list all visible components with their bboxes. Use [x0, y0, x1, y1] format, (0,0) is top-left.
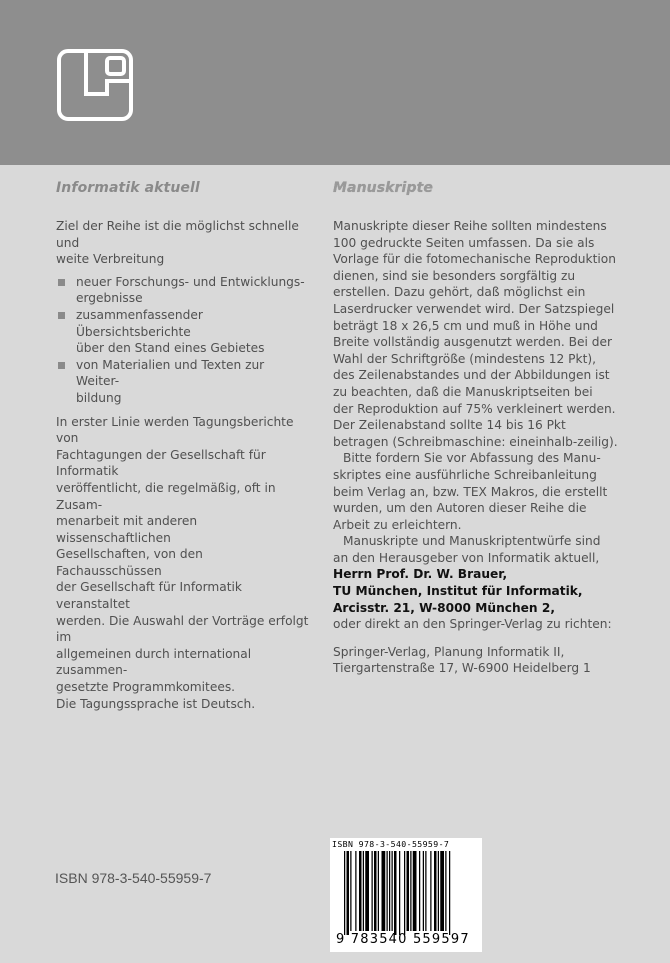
barcode-bar: [389, 851, 390, 931]
barcode-bar: [355, 851, 356, 931]
barcode-bar: [449, 851, 450, 935]
right-column: [333, 180, 623, 677]
text-line: Manuskripte und Manuskriptentwürfe sind: [343, 534, 601, 549]
text-line: beträgt 18 x 26,5 cm und muß in Höhe und: [333, 318, 598, 333]
address-line: Springer-Verlag, Planung Informatik II,: [333, 644, 565, 659]
barcode-bar: [344, 851, 345, 935]
text-line: veröffentlicht, die regelmäßig, oft in Zusam-: [56, 480, 276, 512]
barcode-bar: [399, 851, 400, 935]
text-line: Breite vollständig ausgenutzt werden. Bei der: [333, 335, 613, 350]
manuscript-requirements: [333, 218, 623, 450]
text-line: wurden, um den Autoren dieser Reihe die: [333, 501, 587, 516]
address-line: Herrn Prof. Dr. W. Brauer,: [333, 567, 508, 582]
list-item-line: neuer Forschungs- und Entwicklungs-: [76, 274, 305, 289]
barcode-bar: [413, 851, 417, 931]
address-line: TU München, Institut für Informatik,: [333, 584, 583, 599]
right-heading: Manuskripte: [333, 180, 433, 196]
left-heading: Informatik aktuell: [56, 180, 200, 196]
top-band: [0, 0, 670, 165]
text-line: Wahl der Schriftgröße (mindestens 12 Pkt),: [333, 351, 596, 366]
submission-info: [333, 533, 623, 566]
barcode-bar: [372, 851, 373, 931]
barcode-bar: [350, 851, 351, 931]
address-line: Arcisstr. 21, W-8000 München 2,: [333, 600, 555, 615]
barcode-bar: [410, 851, 411, 931]
text-line: Fachtagungen der Gesellschaft für Informatik: [56, 447, 266, 479]
barcode-bar: [434, 851, 437, 931]
text-line: Bitte fordern Sie vor Abfassung des Manu-: [343, 451, 601, 466]
text-line: gesetzte Programmkomitees.: [56, 680, 236, 695]
barcode-bar: [392, 851, 393, 931]
list-item-line: ergebnisse: [76, 291, 143, 306]
barcode-bar: [374, 851, 377, 931]
barcode-bar: [359, 851, 362, 931]
list-item-line: von Materialien und Texten zur Weiter-: [76, 357, 265, 389]
list-item: [56, 307, 310, 357]
series-description: [56, 414, 310, 713]
barcode-digits: 9 783540 559597: [336, 932, 470, 947]
text-line: erstellen. Dazu gehört, daß möglichst ein: [333, 285, 586, 300]
barcode-bar: [438, 851, 439, 931]
text-line: 100 gedruckte Seiten umfassen. Da sie als: [333, 235, 595, 250]
barcode-bar: [363, 851, 364, 931]
address-line: Tiergartenstraße 17, W-6900 Heidelberg 1: [333, 661, 591, 676]
barcode-bar: [404, 851, 405, 935]
text-line: dienen, sind sie besonders sorgfältig zu: [333, 268, 576, 283]
text-line: In erster Linie werden Tagungsberichte von: [56, 414, 294, 446]
barcode-bar: [445, 851, 446, 931]
text-line: oder direkt an den Springer-Verlag zu richten:: [333, 617, 612, 632]
list-item-line: bildung: [76, 390, 122, 405]
bullet-square-icon: [58, 362, 65, 369]
list-item-line: über den Stand eines Gebietes: [76, 341, 265, 356]
style-guide-request: [333, 450, 623, 533]
text-line: an den Herausgeber von Informatik aktuell,: [333, 550, 600, 565]
left-column: [56, 180, 310, 712]
barcode-bar: [440, 851, 444, 931]
barcode-bar: [365, 851, 369, 931]
bullet-list: [56, 274, 310, 407]
series-logo-icon: [56, 48, 134, 122]
barcode-bar: [394, 851, 397, 935]
list-item: [56, 357, 310, 407]
text-line: Manuskripte dieser Reihe sollten mindestens: [333, 219, 607, 233]
text-line: Die Tagungssprache ist Deutsch.: [56, 696, 256, 711]
text-line: beim Verlag an, bzw. TEX Makros, die erstellt: [333, 484, 608, 499]
intro-text: [56, 218, 310, 268]
list-item: [56, 274, 310, 307]
text-line: des Zeilenabstandes und der Abbildungen ist: [333, 368, 610, 383]
barcode-bar: [419, 851, 420, 931]
text-line: Gesellschaften, von den Fachausschüssen: [56, 547, 203, 578]
barcode-isbn: ISBN 978-3-540-55959-7: [332, 839, 450, 849]
text-line: Arbeit zu erleichtern.: [333, 517, 462, 532]
text-line: Laserdrucker verwendet wird. Der Satzspiegel: [333, 301, 615, 316]
text-line: skriptes eine ausführliche Schreibanleitung: [333, 467, 597, 482]
barcode-bar: [382, 851, 386, 931]
bullet-square-icon: [58, 312, 65, 319]
text-line: allgemeinen durch international zusammen-: [56, 646, 252, 678]
text-line: der Gesellschaft für Informatik veranstaltet: [56, 580, 242, 612]
barcode-bar: [425, 851, 426, 931]
publisher-address: [333, 644, 623, 677]
text-line: menarbeit mit anderen wissenschaftlichen: [56, 514, 198, 545]
bullet-square-icon: [58, 279, 65, 286]
intro-line: Ziel der Reihe ist die möglichst schnelle und: [56, 219, 299, 250]
intro-line: weite Verbreitung: [56, 252, 165, 267]
editor-address: [333, 566, 623, 616]
barcode: [330, 838, 482, 952]
barcode-bar: [423, 851, 424, 931]
isbn-text: ISBN 978-3-540-55959-7: [55, 870, 212, 886]
barcode-bar: [407, 851, 410, 931]
text-line: der Reproduktion auf 75% verkleinert werden.: [333, 401, 616, 416]
text-line: betragen (Schreibmaschine: eineinhalb-zeilig).: [333, 434, 618, 449]
barcode-bar: [387, 851, 388, 931]
text-line: werden. Die Auswahl der Vorträge erfolgt im: [56, 613, 309, 645]
text-line: Der Zeilenabstand sollte 14 bis 16 Pkt: [333, 418, 566, 433]
barcode-bar: [347, 851, 350, 935]
barcode-bar: [430, 851, 431, 931]
text-line: Vorlage für die fotomechanische Reproduktion: [333, 252, 616, 267]
barcode-bar: [378, 851, 379, 931]
text-line: zu beachten, daß die Manuskriptseiten bei: [333, 384, 593, 399]
list-item-line: zusammenfassender Übersichtsberichte: [76, 307, 203, 339]
